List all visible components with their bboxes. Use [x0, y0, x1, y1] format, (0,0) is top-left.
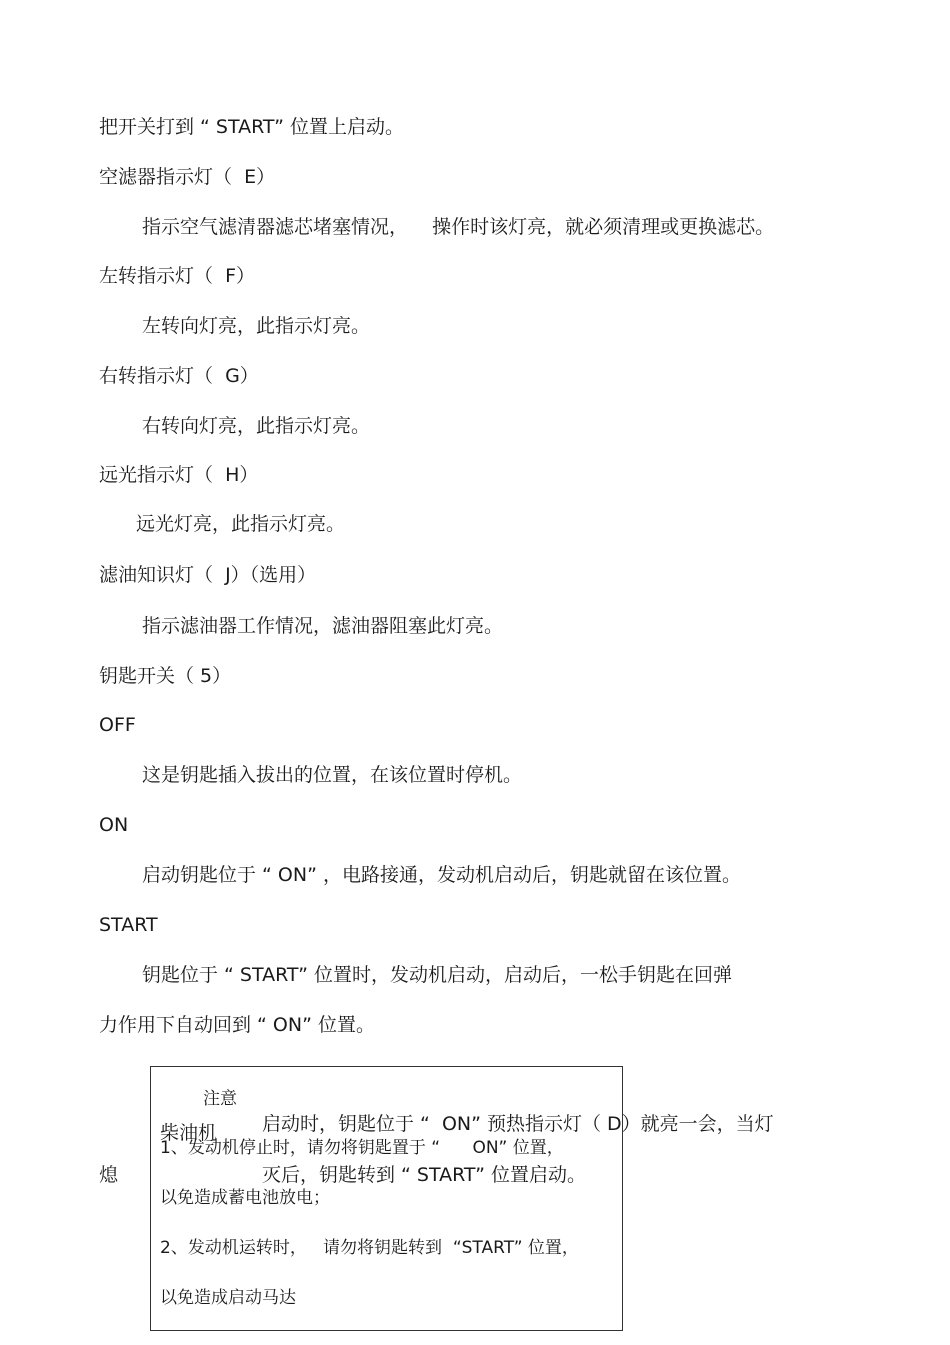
left-turn-indicator-heading: 左转指示灯（ F）: [99, 265, 256, 287]
notice-item-1-line1: 1、发动机停止时，请勿将钥匙置于 “ ON” 位置，: [160, 1138, 564, 1158]
key-on-heading: ON: [99, 814, 129, 836]
key-start-description-line1: 钥匙位于 “ START” 位置时，发动机启动，启动后，一松手钥匙在回弹: [142, 964, 733, 986]
diesel-preheat-prefix: 熄: [99, 1164, 119, 1186]
key-start-heading: START: [99, 914, 158, 936]
left-turn-indicator-description: 左转向灯亮，此指示灯亮。: [142, 315, 371, 337]
key-off-heading: OFF: [99, 714, 136, 736]
oil-filter-indicator-description: 指示滤油器工作情况，滤油器阻塞此灯亮。: [142, 615, 504, 637]
key-on-description: 启动钥匙位于 “ ON” ，电路接通，发动机启动后，钥匙就留在该位置。: [142, 864, 741, 886]
notice-item-2-line1: 2、发动机运转时， 请勿将钥匙转到 “START” 位置，: [160, 1238, 579, 1258]
diesel-preheat-text-line2: 灭后，钥匙转到 “ START” 位置启动。: [262, 1164, 587, 1186]
air-filter-indicator-heading: 空滤器指示灯（ E）: [99, 166, 276, 188]
notice-item-1-line2: 以免造成蓄电池放电；: [160, 1188, 330, 1208]
notice-title: 注意: [203, 1089, 237, 1109]
key-start-description-line2: 力作用下自动回到 “ ON” 位置。: [99, 1014, 375, 1036]
notice-item-2-line2: 以免造成启动马达: [160, 1288, 296, 1308]
start-instruction-text: 把开关打到 “ START” 位置上启动。: [99, 116, 405, 138]
oil-filter-indicator-heading: 滤油知识灯（ J）（选用）: [99, 564, 317, 586]
right-turn-indicator-heading: 右转指示灯（ G）: [99, 365, 259, 387]
diesel-preheat-text-line1: 启动时，钥匙位于 “ ON” 预热指示灯（ D）就亮一会，当灯: [262, 1113, 774, 1135]
key-off-description: 这是钥匙插入拔出的位置，在该位置时停机。: [142, 764, 523, 786]
air-filter-indicator-description: 指示空气滤清器滤芯堵塞情况， 操作时该灯亮，就必须清理或更换滤芯。: [142, 216, 775, 238]
diesel-label: 柴油机: [160, 1122, 218, 1144]
key-switch-heading: 钥匙开关（ 5）: [99, 665, 232, 687]
high-beam-indicator-description: 远光灯亮，此指示灯亮。: [136, 513, 346, 535]
high-beam-indicator-heading: 远光指示灯（ H）: [99, 464, 259, 486]
right-turn-indicator-description: 右转向灯亮，此指示灯亮。: [142, 415, 371, 437]
